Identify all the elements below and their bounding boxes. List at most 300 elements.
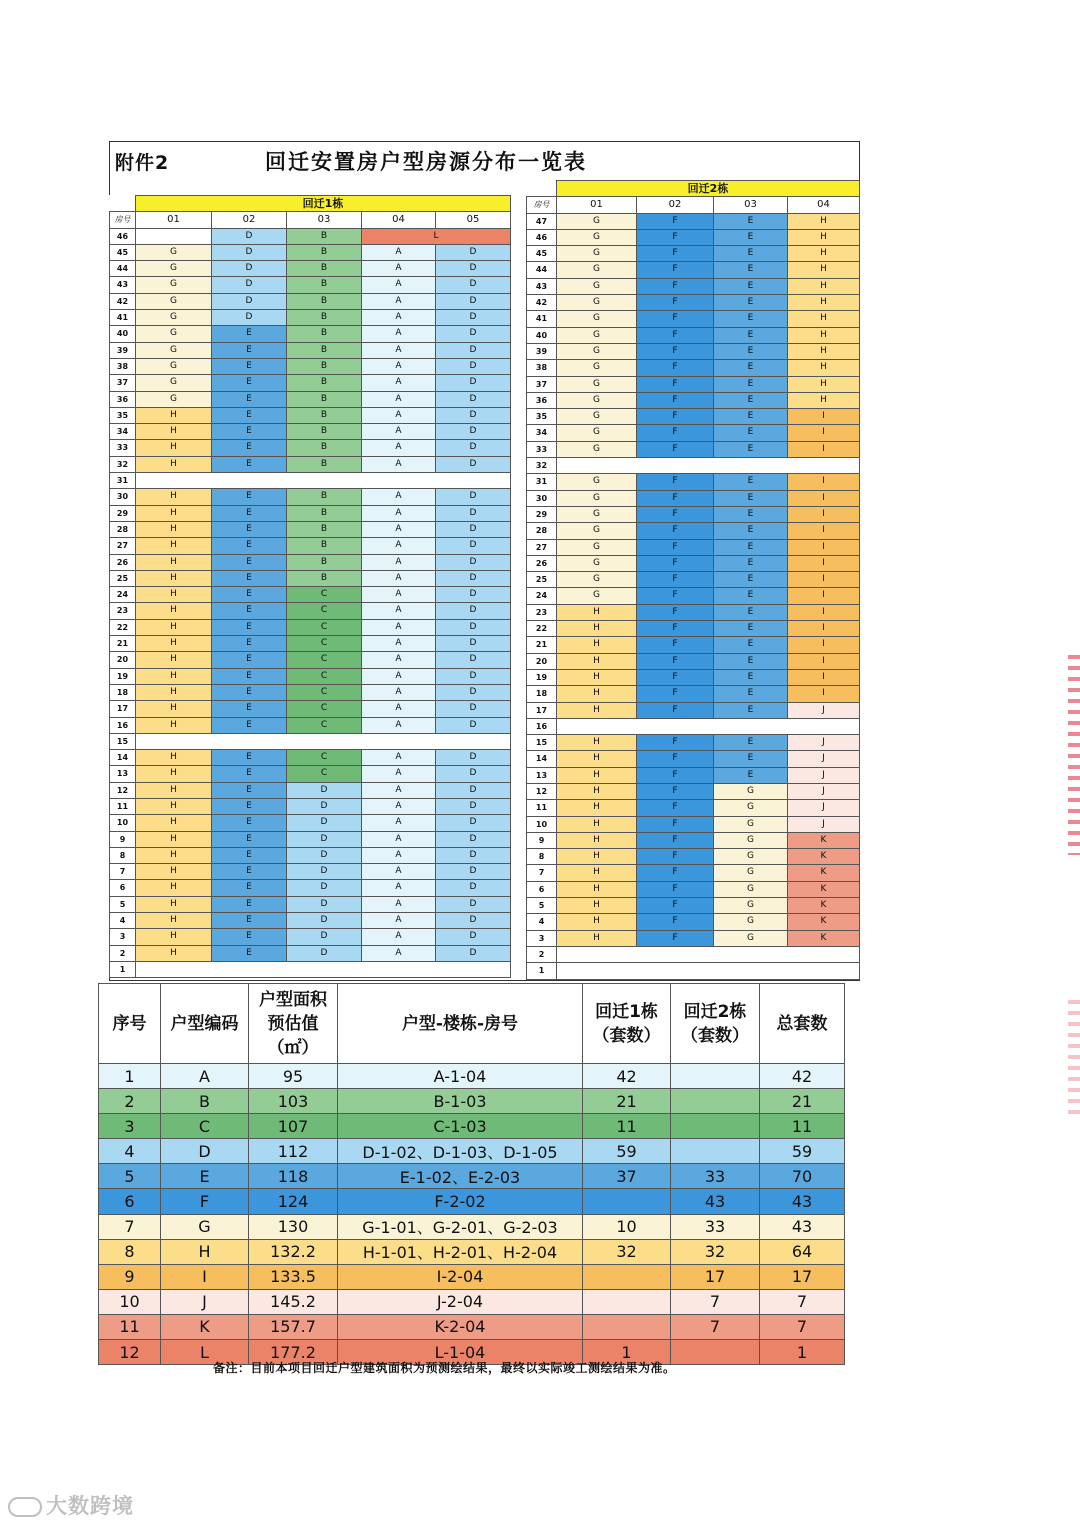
unit-cell: A	[362, 945, 436, 961]
summary-units-cell: K-2-04	[338, 1314, 583, 1339]
floor-row	[527, 800, 860, 816]
summary-b2-cell: 33	[671, 1164, 760, 1189]
floor-row	[527, 751, 860, 767]
floor-number: 24	[527, 588, 557, 604]
floor-row	[527, 376, 860, 392]
floor-row	[527, 767, 860, 783]
unit-cell: D	[436, 261, 511, 277]
unit-cell: D	[436, 798, 511, 814]
unit-cell: I	[788, 490, 860, 506]
unit-cell: D	[436, 293, 511, 309]
unit-cell: B	[287, 261, 362, 277]
floor-row	[110, 489, 511, 505]
unit-cell: D	[287, 798, 362, 814]
unit-cell: B	[287, 228, 362, 244]
summary-code-cell: I	[161, 1264, 249, 1289]
floor-row	[527, 963, 860, 979]
unit-cell: G	[557, 490, 637, 506]
floor-row	[527, 637, 860, 653]
unit-cell: D	[436, 684, 511, 700]
floor-number: 14	[527, 751, 557, 767]
summary-no-cell: 3	[99, 1114, 161, 1139]
unit-cell: I	[788, 653, 860, 669]
unit-cell: E	[714, 686, 788, 702]
summary-total-cell: 1	[760, 1340, 845, 1365]
unit-cell: G	[557, 262, 637, 278]
floor-row	[110, 896, 511, 912]
unit-cell: A	[362, 913, 436, 929]
summary-column-header: 户型编码	[161, 984, 249, 1064]
unit-cell: H	[136, 701, 212, 717]
unit-cell: H	[557, 783, 637, 799]
floor-row	[110, 587, 511, 603]
unit-cell: G	[714, 816, 788, 832]
floor-row	[527, 686, 860, 702]
unit-cell: D	[436, 310, 511, 326]
floor-row	[527, 392, 860, 408]
unit-cell: F	[637, 506, 714, 522]
floor-number: 26	[527, 555, 557, 571]
floor-row	[110, 652, 511, 668]
unit-cell: F	[637, 213, 714, 229]
floor-row	[110, 766, 511, 782]
unit-cell: B	[287, 326, 362, 342]
floor-number: 20	[527, 653, 557, 669]
unit-cell: D	[436, 342, 511, 358]
unit-cell: B	[287, 505, 362, 521]
unit-cell: E	[714, 669, 788, 685]
unit-cell: B	[287, 391, 362, 407]
unit-cell: A	[362, 293, 436, 309]
unit-cell: H	[136, 570, 212, 586]
floor-number: 19	[110, 668, 136, 684]
unit-column-header: 02	[212, 212, 287, 228]
summary-units-cell: H-1-01、H-2-01、H-2-04	[338, 1239, 583, 1264]
unit-cell: H	[788, 327, 860, 343]
unit-column-header: 01	[557, 197, 637, 213]
floor-number: 4	[110, 913, 136, 929]
floor-number: 38	[527, 360, 557, 376]
floor-row	[110, 619, 511, 635]
unit-cell: H	[557, 881, 637, 897]
unit-cell: E	[212, 750, 287, 766]
unit-cell: H	[557, 621, 637, 637]
floor-row	[110, 326, 511, 342]
unit-cell: I	[788, 506, 860, 522]
unit-cell: K	[788, 898, 860, 914]
floor-row	[110, 847, 511, 863]
summary-row	[99, 1314, 845, 1339]
unit-cell: D	[287, 896, 362, 912]
floor-row	[527, 441, 860, 457]
floor-number: 19	[527, 669, 557, 685]
unit-cell: G	[136, 342, 212, 358]
unit-cell: E	[714, 523, 788, 539]
unit-cell: E	[212, 342, 287, 358]
unit-cell: D	[436, 668, 511, 684]
unit-cell: A	[362, 440, 436, 456]
unit-cell: H	[788, 213, 860, 229]
unit-cell: D	[436, 864, 511, 880]
unit-cell: A	[362, 847, 436, 863]
floor-number: 42	[527, 295, 557, 311]
unit-cell: F	[637, 783, 714, 799]
unit-cell: H	[557, 702, 637, 718]
unit-cell: F	[637, 295, 714, 311]
unit-cell: E	[714, 441, 788, 457]
unit-cell: B	[287, 554, 362, 570]
floor-number: 37	[110, 375, 136, 391]
column-header-row	[527, 197, 860, 213]
summary-row	[99, 1289, 845, 1314]
floor-number: 8	[110, 847, 136, 863]
unit-cell: G	[557, 295, 637, 311]
unit-cell: D	[212, 228, 287, 244]
summary-code-cell: L	[161, 1340, 249, 1365]
floor-number: 14	[110, 750, 136, 766]
unit-cell: F	[637, 490, 714, 506]
unit-cell: D	[436, 717, 511, 733]
unit-cell: E	[714, 588, 788, 604]
unit-cell: F	[637, 588, 714, 604]
summary-area-cell: 145.2	[249, 1289, 338, 1314]
unit-cell: F	[637, 409, 714, 425]
unit-cell: E	[212, 358, 287, 374]
unit-cell: E	[714, 295, 788, 311]
unit-cell: F	[637, 441, 714, 457]
unit-cell: D	[436, 440, 511, 456]
floor-number: 7	[110, 864, 136, 880]
unit-cell: H	[136, 766, 212, 782]
unit-cell: E	[212, 619, 287, 635]
floor-row	[527, 246, 860, 262]
unit-cell: A	[362, 880, 436, 896]
unit-cell	[136, 228, 212, 244]
unit-cell: F	[637, 751, 714, 767]
summary-row	[99, 1089, 845, 1114]
floor-row	[110, 864, 511, 880]
unit-cell: A	[362, 456, 436, 472]
unit-cell: H	[557, 653, 637, 669]
unit-cell: I	[788, 523, 860, 539]
unit-cell: A	[362, 896, 436, 912]
unit-cell: E	[212, 782, 287, 798]
unit-cell: J	[788, 751, 860, 767]
floor-number: 17	[110, 701, 136, 717]
unit-cell: E	[714, 474, 788, 490]
floor-row	[527, 425, 860, 441]
unit-cell: A	[362, 798, 436, 814]
unit-cell: D	[436, 244, 511, 260]
header-spacer	[527, 181, 557, 197]
unit-cell: D	[436, 929, 511, 945]
building-1-table	[109, 195, 511, 978]
unit-cell: E	[714, 262, 788, 278]
unit-cell: H	[136, 554, 212, 570]
unit-cell: D	[436, 896, 511, 912]
unit-cell: G	[557, 506, 637, 522]
unit-cell: B	[287, 570, 362, 586]
floor-number: 35	[527, 409, 557, 425]
unit-cell: K	[788, 914, 860, 930]
floor-row	[527, 702, 860, 718]
unit-cell: A	[362, 277, 436, 293]
floor-number: 5	[110, 896, 136, 912]
unit-cell: H	[557, 800, 637, 816]
floor-number: 37	[527, 376, 557, 392]
unit-cell: A	[362, 489, 436, 505]
unit-cell: C	[287, 587, 362, 603]
unit-cell: D	[436, 505, 511, 521]
summary-units-cell: A-1-04	[338, 1064, 583, 1089]
summary-b1-cell	[583, 1314, 671, 1339]
unit-cell: D	[436, 407, 511, 423]
unit-cell: G	[557, 555, 637, 571]
unit-column-header: 03	[287, 212, 362, 228]
floor-number: 16	[527, 718, 557, 734]
floor-number: 26	[110, 554, 136, 570]
floor-number: 39	[527, 343, 557, 359]
floor-number: 39	[110, 342, 136, 358]
unit-cell: H	[136, 880, 212, 896]
unit-cell: H	[136, 913, 212, 929]
unit-cell: A	[362, 244, 436, 260]
unit-cell: I	[788, 686, 860, 702]
unit-cell: A	[362, 261, 436, 277]
summary-units-cell: G-1-01、G-2-01、G-2-03	[338, 1214, 583, 1239]
unit-cell: E	[212, 391, 287, 407]
unit-cell: G	[714, 930, 788, 946]
floor-number: 40	[527, 327, 557, 343]
floor-number: 8	[527, 849, 557, 865]
unit-cell: E	[212, 587, 287, 603]
unit-cell: F	[637, 555, 714, 571]
floor-number: 22	[527, 621, 557, 637]
unit-cell: H	[788, 229, 860, 245]
unit-cell: G	[557, 474, 637, 490]
unit-cell: D	[436, 277, 511, 293]
floor-number: 18	[110, 684, 136, 700]
unit-cell: B	[287, 293, 362, 309]
floor-number: 13	[527, 767, 557, 783]
unit-cell: H	[136, 440, 212, 456]
summary-total-cell: 11	[760, 1114, 845, 1139]
unit-cell: E	[714, 425, 788, 441]
floor-number: 25	[110, 570, 136, 586]
unit-cell: G	[136, 277, 212, 293]
unit-cell: D	[287, 864, 362, 880]
floor-number: 10	[110, 815, 136, 831]
unit-cell: C	[287, 766, 362, 782]
unit-cell: H	[557, 735, 637, 751]
floor-row	[110, 961, 511, 977]
column-header-row	[110, 212, 511, 228]
floor-row	[527, 849, 860, 865]
floor-row	[527, 604, 860, 620]
unit-cell: B	[287, 440, 362, 456]
unit-cell: E	[714, 229, 788, 245]
unit-cell: H	[557, 930, 637, 946]
unit-cell: H	[136, 587, 212, 603]
unit-cell: E	[212, 815, 287, 831]
page-title: 回迁安置房户型房源分布一览表	[265, 150, 587, 174]
unit-cell: H	[136, 489, 212, 505]
summary-total-cell: 70	[760, 1164, 845, 1189]
floor-row	[110, 717, 511, 733]
unit-cell: J	[788, 800, 860, 816]
unit-cell: E	[714, 490, 788, 506]
summary-row	[99, 1064, 845, 1089]
summary-area-cell: 157.7	[249, 1314, 338, 1339]
floor-row	[527, 930, 860, 946]
floor-number: 30	[527, 490, 557, 506]
floor-number: 20	[110, 652, 136, 668]
unit-cell: G	[714, 914, 788, 930]
unit-cell: E	[212, 603, 287, 619]
unit-cell: E	[212, 538, 287, 554]
unit-cell: F	[637, 229, 714, 245]
unit-cell: E	[714, 539, 788, 555]
summary-no-cell: 4	[99, 1139, 161, 1164]
unit-cell: H	[136, 815, 212, 831]
floor-number: 46	[527, 229, 557, 245]
unit-cell: I	[788, 441, 860, 457]
summary-b1-cell: 21	[583, 1089, 671, 1114]
unit-cell: D	[436, 538, 511, 554]
floor-number: 22	[110, 619, 136, 635]
summary-units-cell: J-2-04	[338, 1289, 583, 1314]
summary-b2-cell: 32	[671, 1239, 760, 1264]
summary-code-cell: D	[161, 1139, 249, 1164]
floor-number: 23	[527, 604, 557, 620]
summary-b1-cell: 42	[583, 1064, 671, 1089]
unit-cell: A	[362, 750, 436, 766]
unit-cell: E	[212, 440, 287, 456]
floor-row	[110, 913, 511, 929]
unit-cell: A	[362, 505, 436, 521]
summary-total-cell: 7	[760, 1314, 845, 1339]
floor-number: 21	[110, 636, 136, 652]
unit-cell: A	[362, 391, 436, 407]
unit-cell: C	[287, 668, 362, 684]
unit-cell: G	[557, 409, 637, 425]
unit-cell: E	[212, 326, 287, 342]
unit-cell: H	[136, 619, 212, 635]
unit-cell: C	[287, 750, 362, 766]
floor-number: 44	[110, 261, 136, 277]
floor-row	[110, 310, 511, 326]
summary-b2-cell	[671, 1089, 760, 1114]
summary-table	[98, 983, 845, 1365]
summary-area-cell: 107	[249, 1114, 338, 1139]
summary-b2-cell: 33	[671, 1214, 760, 1239]
floor-number: 45	[110, 244, 136, 260]
unit-cell: D	[212, 261, 287, 277]
empty-floor-cell	[557, 458, 860, 474]
unit-cell: F	[637, 278, 714, 294]
unit-cell: E	[212, 424, 287, 440]
unit-cell: B	[287, 277, 362, 293]
building-header-row	[110, 196, 511, 212]
unit-cell: C	[287, 619, 362, 635]
summary-code-cell: C	[161, 1114, 249, 1139]
unit-cell: E	[714, 604, 788, 620]
unit-cell: E	[212, 668, 287, 684]
floor-row	[527, 229, 860, 245]
floor-row	[527, 311, 860, 327]
floor-number: 2	[527, 946, 557, 962]
unit-cell: K	[788, 881, 860, 897]
unit-cell: F	[637, 735, 714, 751]
floor-row	[110, 570, 511, 586]
unit-cell: D	[436, 603, 511, 619]
unit-cell: A	[362, 554, 436, 570]
unit-cell: D	[287, 880, 362, 896]
unit-cell: G	[714, 849, 788, 865]
unit-cell: H	[557, 849, 637, 865]
unit-cell: E	[212, 521, 287, 537]
floor-row	[527, 914, 860, 930]
unit-cell: H	[557, 604, 637, 620]
unit-cell: D	[212, 310, 287, 326]
unit-cell: F	[637, 425, 714, 441]
unit-cell: H	[136, 945, 212, 961]
unit-cell: D	[436, 750, 511, 766]
floor-number: 3	[527, 930, 557, 946]
floor-number: 11	[110, 798, 136, 814]
unit-cell: H	[136, 505, 212, 521]
unit-cell: E	[212, 929, 287, 945]
summary-row	[99, 1164, 845, 1189]
unit-cell: H	[136, 407, 212, 423]
unit-cell: G	[557, 572, 637, 588]
unit-cell: A	[362, 652, 436, 668]
unit-cell: I	[788, 669, 860, 685]
unit-cell: F	[637, 621, 714, 637]
unit-cell: H	[136, 603, 212, 619]
unit-cell: B	[287, 538, 362, 554]
floor-row	[527, 621, 860, 637]
unit-cell: I	[788, 588, 860, 604]
unit-cell: G	[557, 588, 637, 604]
unit-cell: C	[287, 603, 362, 619]
summary-total-cell: 64	[760, 1239, 845, 1264]
unit-cell: H	[136, 750, 212, 766]
unit-cell: H	[136, 636, 212, 652]
floor-row	[527, 555, 860, 571]
unit-cell: E	[714, 278, 788, 294]
floor-row	[110, 880, 511, 896]
summary-column-header: 回迁1栋 （套数）	[583, 984, 671, 1064]
unit-cell: H	[788, 376, 860, 392]
unit-cell: D	[436, 847, 511, 863]
floor-row	[527, 278, 860, 294]
unit-cell: A	[362, 929, 436, 945]
summary-units-cell: C-1-03	[338, 1114, 583, 1139]
unit-cell: H	[557, 637, 637, 653]
summary-b2-cell: 7	[671, 1289, 760, 1314]
summary-no-cell: 9	[99, 1264, 161, 1289]
watermark-logo-icon	[8, 1497, 42, 1517]
unit-cell: H	[136, 847, 212, 863]
summary-b1-cell	[583, 1189, 671, 1214]
floor-row	[110, 375, 511, 391]
unit-cell: E	[212, 570, 287, 586]
unit-cell: E	[212, 896, 287, 912]
unit-cell: E	[212, 505, 287, 521]
unit-cell: H	[136, 424, 212, 440]
floor-number: 9	[110, 831, 136, 847]
